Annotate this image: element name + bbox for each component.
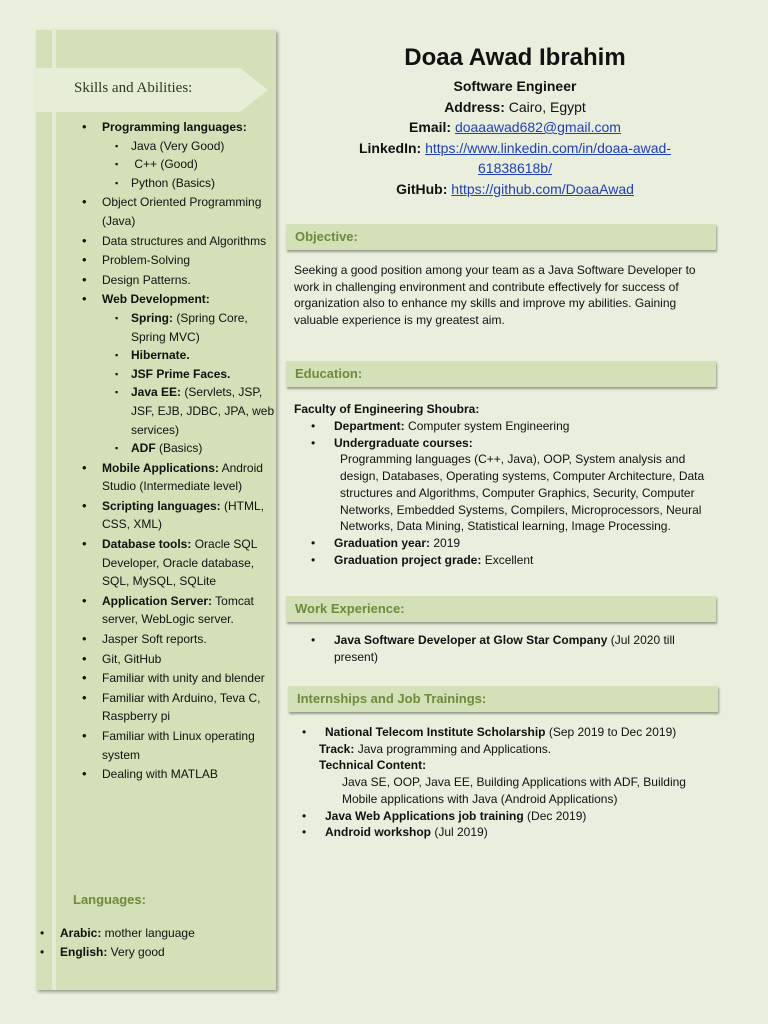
linkedin-line-2 xyxy=(290,158,740,179)
nti-tech-label-line xyxy=(319,757,725,774)
grade-label: Graduation project grade: xyxy=(334,552,482,567)
sidebar-stripe xyxy=(52,30,56,990)
skill-mobile-label: Mobile Applications: xyxy=(102,460,219,475)
languages-list xyxy=(60,924,260,962)
skill-db xyxy=(102,535,282,591)
skill-unity: • Familiar with unity and blender xyxy=(102,669,282,688)
track-label: Track: xyxy=(319,741,355,756)
work-bar xyxy=(286,596,716,622)
language-english-value: Very good xyxy=(107,945,165,959)
skill-javaee-label: Java EE: xyxy=(131,385,182,400)
internship-android xyxy=(325,824,725,841)
language-arabic-label: Arabic: xyxy=(60,926,102,940)
skill-java: ▪ Java (Very Good) xyxy=(131,137,282,156)
skill-cpp: ▪ C++ (Good) xyxy=(131,155,282,174)
internship-nti xyxy=(319,724,725,808)
internship-web xyxy=(325,808,725,825)
skills-title: Skills and Abilities: xyxy=(74,80,193,96)
objective-text: Seeking a good position among your team as a Java Software Developer to work in challenging environment and contribute effectively for success of organization also to enhance my skills and improve my abilities. Gaining valuable experience is my greatest aim. xyxy=(294,263,696,328)
skill-web-dev-label: Web Development: xyxy=(102,292,210,307)
objective-title: Objective: xyxy=(295,229,358,244)
skill-spring xyxy=(131,309,282,346)
skill-adf-label: ADF xyxy=(131,441,156,456)
skill-spring-label: Spring: xyxy=(131,310,173,325)
education-bar xyxy=(286,361,716,387)
github-label: GitHub: xyxy=(396,180,448,197)
work-title: Work Experience: xyxy=(295,601,405,616)
address-value: Cairo, Egypt xyxy=(504,98,586,115)
education-faculty xyxy=(294,401,714,418)
android-workshop-period: (Jul 2019) xyxy=(431,825,488,840)
skill-programming-label: Programming languages: xyxy=(102,120,247,134)
skill-jsf-label: JSF Prime Faces. xyxy=(131,366,231,381)
skills-list xyxy=(102,118,282,785)
department-value: Computer system Engineering xyxy=(404,419,570,433)
language-arabic xyxy=(60,924,260,943)
job-title: Software Engineer xyxy=(453,78,577,94)
linkedin-link[interactable]: https://www.linkedin.com/in/doaa-awad- xyxy=(425,139,672,156)
sidebar xyxy=(36,30,276,990)
courses-text: Programming languages (C++, Java), OOP, System analysis and design, Databases, Operating systems, Computer Architecture, Data structures and Algorithms, Computer Graphics, Security, Computer Networks, Embedded Systems, Compilers, Microprocessors, Neural Networks, Data Mining, Statistical learning, Image Processing. xyxy=(340,452,705,534)
department-label: Department: xyxy=(334,419,405,433)
skill-linux: • Familiar with Linux operating system xyxy=(102,727,282,764)
skill-appserver-detail: Tomcat server, WebLogic server. xyxy=(102,593,254,627)
skill-design-patterns: • Design Patterns. xyxy=(102,271,282,290)
skill-scripting-label: Scripting languages: xyxy=(102,498,221,513)
skill-programming xyxy=(102,118,282,192)
github-line xyxy=(290,179,740,200)
work-item xyxy=(334,632,714,665)
internships-title: Internships and Job Trainings: xyxy=(297,691,487,706)
skill-scripting-detail: (HTML, CSS, XML) xyxy=(102,498,265,532)
skill-appserver xyxy=(102,592,282,629)
nti-period: (Sep 2019 to Dec 2019) xyxy=(545,725,677,739)
skill-mobile-detail: Android Studio (Intermediate level) xyxy=(102,460,263,494)
skill-adf xyxy=(131,439,282,458)
education-title: Education: xyxy=(295,366,363,381)
address-label: Address: xyxy=(444,98,505,115)
skill-python: ▪ Python (Basics) xyxy=(131,174,282,193)
skill-javaee xyxy=(131,383,282,439)
github-link[interactable]: https://github.com/DoaaAwad xyxy=(451,180,634,197)
languages-title: Languages: xyxy=(73,892,146,907)
nti-label: National Telecom Institute Scholarship xyxy=(325,725,546,739)
linkedin-line xyxy=(290,138,740,159)
objective-bar xyxy=(286,224,716,250)
internships-list xyxy=(319,724,725,841)
email-line xyxy=(290,117,740,138)
education-courses xyxy=(334,435,714,535)
skill-mobile xyxy=(102,459,282,496)
track-value: Java programming and Applications. xyxy=(354,741,552,756)
linkedin-link-continued[interactable]: 61838618b/ xyxy=(478,160,552,176)
skill-web-dev xyxy=(102,290,282,457)
education-department xyxy=(334,418,714,435)
address-line xyxy=(290,97,740,118)
header xyxy=(290,44,740,199)
linkedin-label: LinkedIn: xyxy=(358,139,422,156)
grad-year-value: 2019 xyxy=(430,535,461,550)
nti-track xyxy=(319,741,725,758)
skill-git: • Git, GitHub xyxy=(102,650,282,669)
language-english-label: English: xyxy=(60,945,108,959)
skill-dsa: • Data structures and Algorithms xyxy=(102,232,282,251)
nti-tech-content: Java SE, OOP, Java EE, Building Applications with ADF, Building Mobile applications with Java (Android Applications) xyxy=(342,775,686,806)
skill-hibernate xyxy=(131,346,282,365)
education-grad-year xyxy=(334,535,714,552)
tech-label: Technical Content: xyxy=(319,758,427,773)
web-training-period: (Dec 2019) xyxy=(523,808,587,823)
work-list xyxy=(334,632,714,665)
faculty-label: Faculty of Engineering Shoubra: xyxy=(294,402,480,416)
grade-value: Excellent xyxy=(481,552,534,567)
education-list xyxy=(334,418,714,568)
skill-arduino: • Familiar with Arduino, Teva C, Raspberry pi xyxy=(102,689,282,726)
skill-db-detail: Oracle SQL Developer, Oracle database, SQL, MySQL, SQLite xyxy=(102,537,257,589)
programming-sub-list xyxy=(102,137,282,193)
skill-spring-detail: (Spring Core, Spring MVC) xyxy=(131,310,248,344)
courses-label: Undergraduate courses: xyxy=(334,435,473,450)
web-training-label: Java Web Applications job training xyxy=(325,808,524,823)
skill-adf-detail: (Basics) xyxy=(155,441,203,456)
job-period: (Jul 2020 till present) xyxy=(334,633,675,664)
skill-jasper: • Jasper Soft reports. xyxy=(102,630,282,649)
skill-scripting xyxy=(102,497,282,534)
internships-bar xyxy=(288,686,718,712)
skill-javaee-detail: (Servlets, JSP, JSF, EJB, JDBC, JPA, web services) xyxy=(131,385,275,437)
skill-problem-solving: • Problem-Solving xyxy=(102,251,282,270)
education-grade xyxy=(334,552,714,569)
skill-appserver-label: Application Server: xyxy=(102,593,213,608)
skill-oop: • Object Oriented Programming (Java) xyxy=(102,193,282,230)
language-english xyxy=(60,943,260,962)
skill-jsf xyxy=(131,365,282,384)
email-label: Email: xyxy=(409,119,452,135)
job-label: Java Software Developer at Glow Star Company xyxy=(334,633,608,647)
grad-year-label: Graduation year: xyxy=(334,535,431,550)
skill-matlab: • Dealing with MATLAB xyxy=(102,765,282,784)
web-dev-sub-list xyxy=(102,309,282,458)
skill-db-label: Database tools: xyxy=(102,537,192,552)
android-workshop-label: Android workshop xyxy=(325,825,431,840)
full-name: Doaa Awad Ibrahim xyxy=(404,44,626,71)
skill-hibernate-label: Hibernate. xyxy=(131,348,190,363)
email-link[interactable]: doaaawad682@gmail.com xyxy=(454,119,621,135)
language-arabic-value: mother language xyxy=(101,926,195,940)
